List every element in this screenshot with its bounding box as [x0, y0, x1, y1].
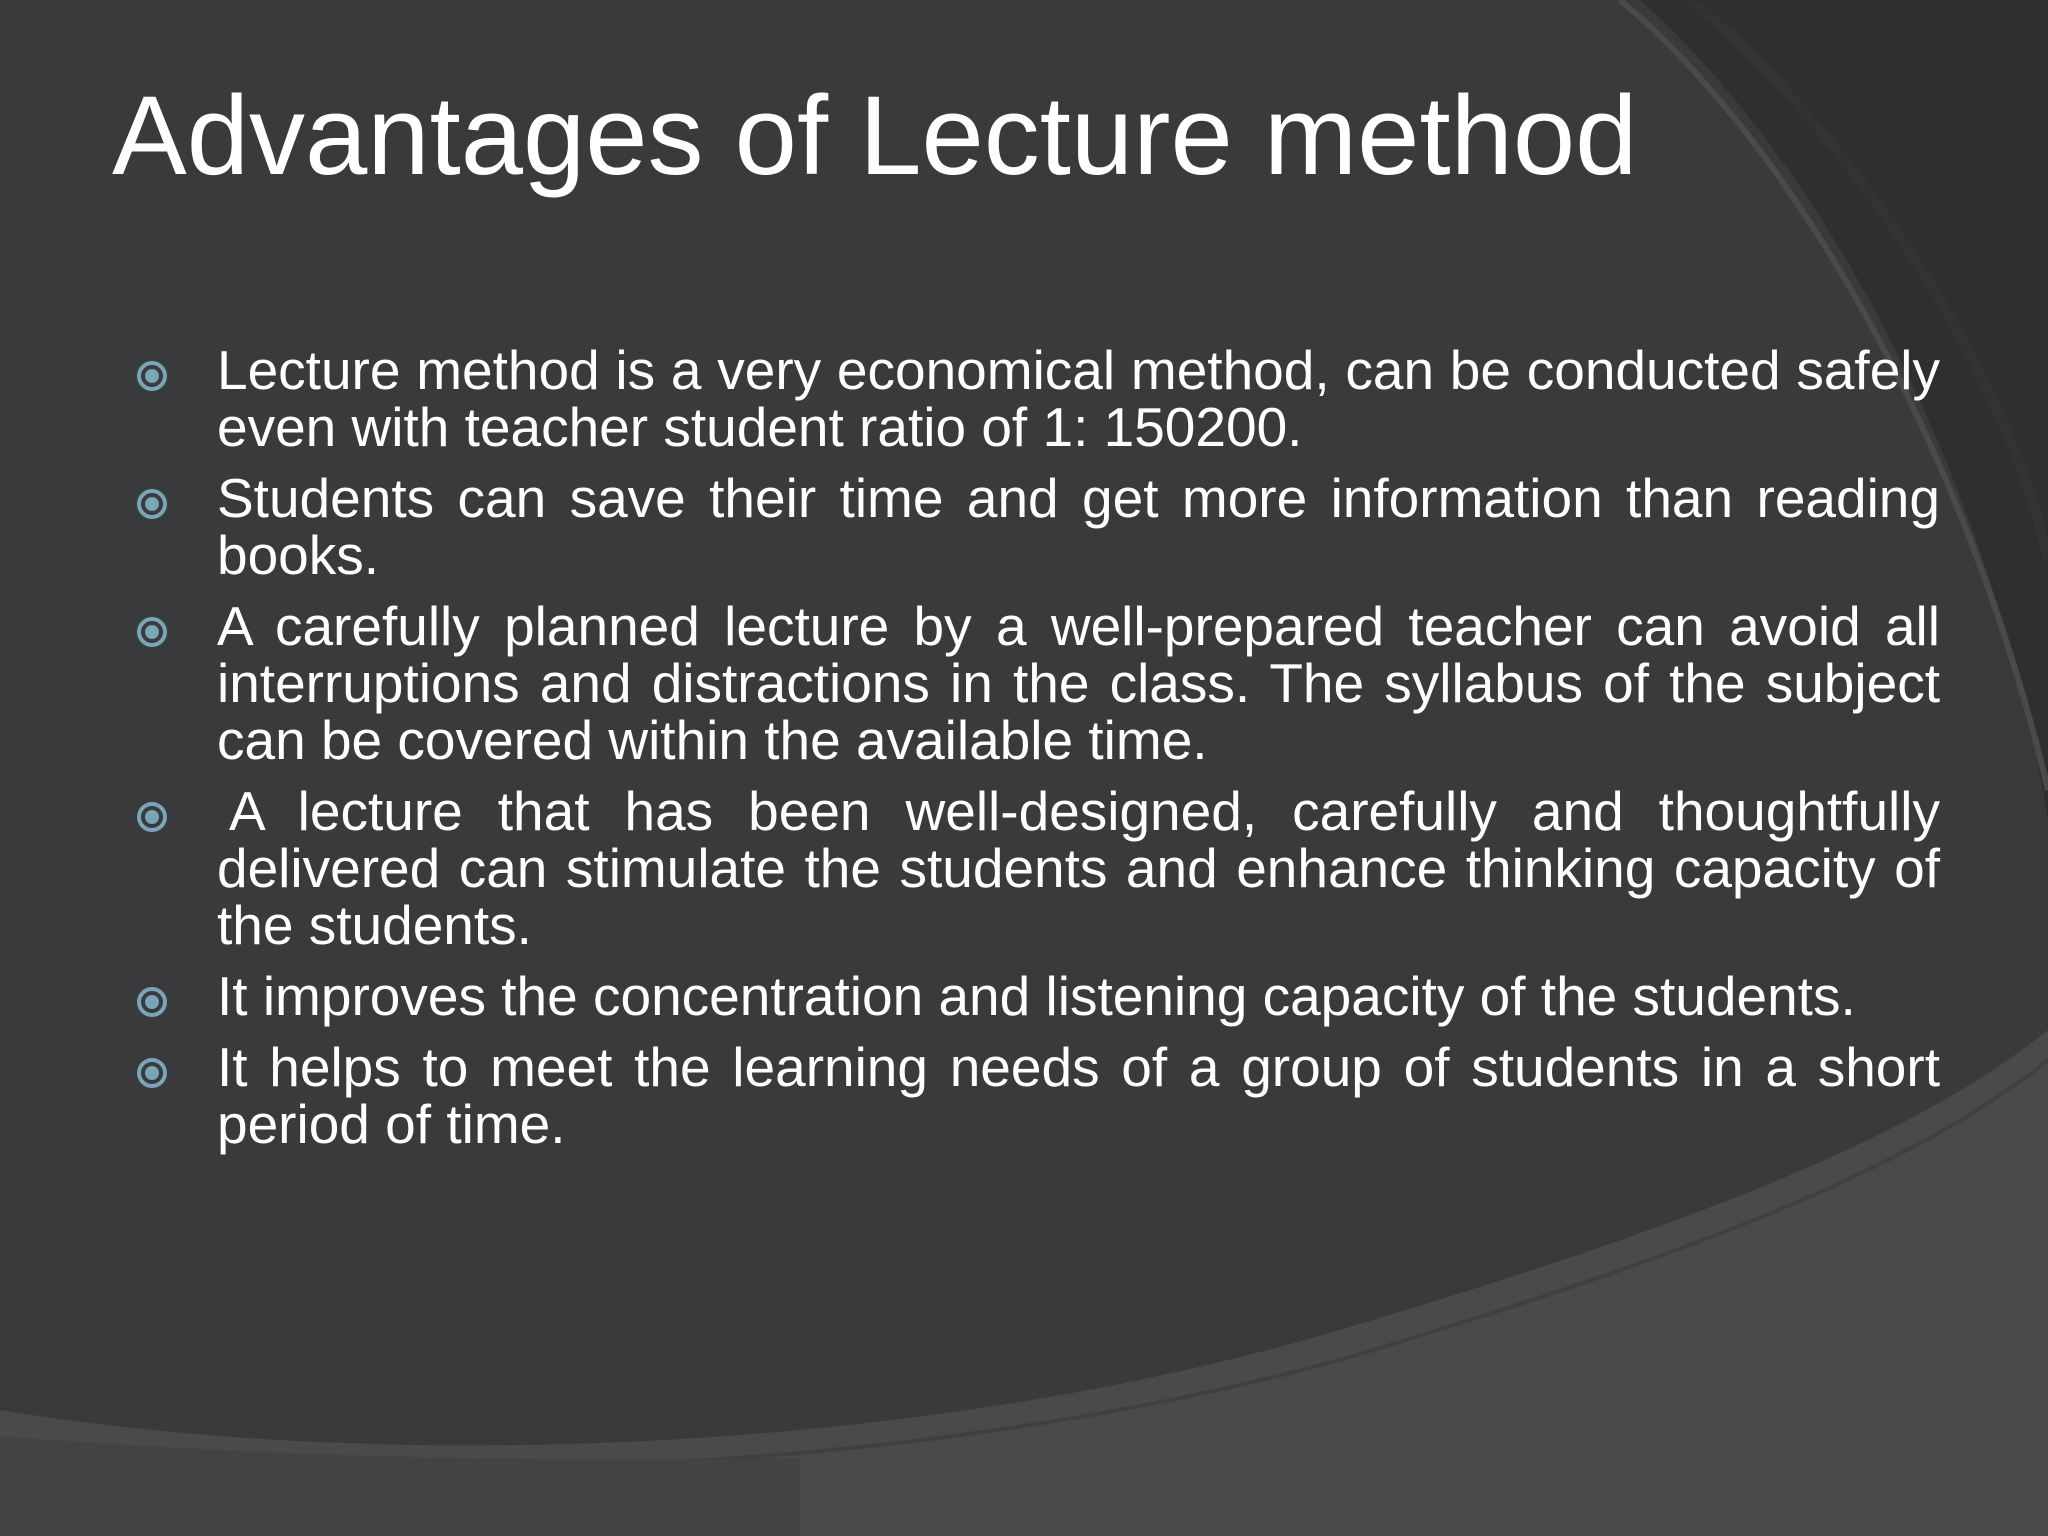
circled-dot-icon: [135, 783, 217, 840]
circled-dot-icon: [135, 598, 217, 655]
bullet-text: It helps to meet the learning needs of a group of students in a short period of time.: [217, 1036, 1940, 1155]
bullet-text: A carefully planned lecture by a well-prepared teacher can avoid all interruptions and distractions in the class. The syllabus of the subject can be covered within the available time.: [217, 595, 1940, 771]
circled-dot-icon: [135, 470, 217, 527]
bullet-text: It improves the concentration and listening capacity of the students.: [217, 965, 1856, 1027]
list-item: [135, 965, 1940, 1027]
circled-dot-icon: [135, 1039, 217, 1096]
bullet-list: [135, 339, 1940, 1167]
circled-dot-icon: [135, 968, 217, 1025]
list-item: [135, 1036, 1940, 1155]
bullet-text: A lecture that has been well-designed, carefully and thoughtfully delivered can stimulate the students and enhance thinking capacity of the students.: [217, 780, 1940, 956]
list-item: [135, 595, 1940, 771]
list-item: [135, 467, 1940, 586]
bullet-text: Students can save their time and get more information than reading books.: [217, 467, 1940, 586]
bullet-text: Lecture method is a very economical method, can be conducted safely even with teacher student ratio of 1: 150200.: [217, 339, 1940, 458]
slide-title: Advantages of Lecture method: [112, 73, 1638, 198]
circled-dot-icon: [135, 342, 217, 399]
list-item: [135, 339, 1940, 458]
list-item: [135, 780, 1940, 956]
